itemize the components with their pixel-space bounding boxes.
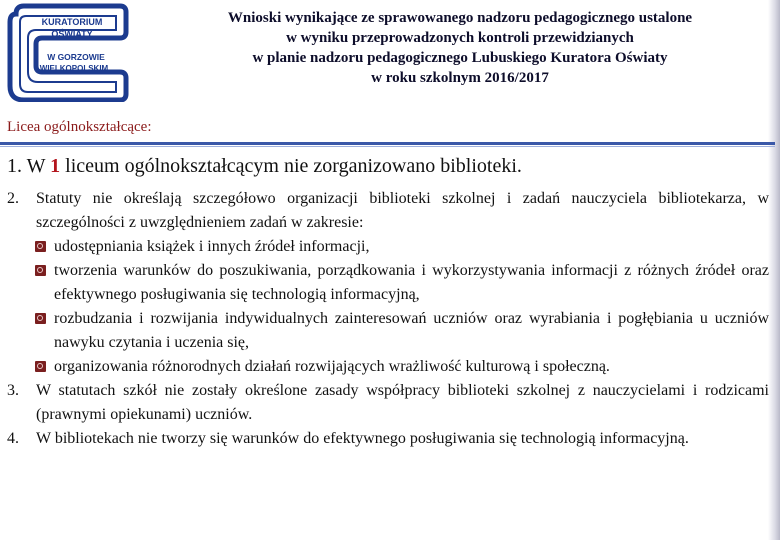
kuratorium-emblem-icon	[2, 2, 130, 102]
logo-line-2: OŚWIATY	[51, 29, 93, 39]
checkbox-bullet-icon	[35, 361, 46, 372]
title-line-2: w wyniku przeprowadzonych kontroli przewidzianych	[286, 30, 634, 46]
bullet-item	[7, 235, 769, 259]
title-line-4: w roku szkolnym 2016/2017	[371, 70, 549, 86]
findings-list	[7, 187, 769, 451]
bullet-item	[7, 355, 769, 379]
logo-line-1: KURATORIUM	[41, 17, 103, 27]
item-4-number: 4.	[7, 430, 19, 447]
item-3-number: 3.	[7, 382, 19, 399]
section-label: Licea ogólnokształcące:	[7, 119, 152, 135]
checkbox-bullet-icon	[35, 313, 46, 324]
bullet-item	[7, 259, 769, 307]
item-4-text: W bibliotekach nie tworzy się warunków do efektywnego posługiwania się technologią informacyjną.	[36, 430, 689, 447]
item-1-text: liceum ogólnokształcącym nie zorganizowano biblioteki.	[65, 155, 522, 177]
title-line-3: w planie nadzoru pedagogicznego Lubuskiego Kuratora Oświaty	[252, 50, 668, 66]
item-2-number: 2.	[7, 190, 19, 207]
item-1-prefix: W	[26, 155, 46, 177]
bullet-text: rozbudzania i rozwijania indywidualnych zainteresowań uczniów oraz wyrabiania i pogłębiania u uczniów nawyku czytania i uczenia się,	[54, 310, 769, 351]
item-2-text: Statuty nie określają szczegółowo organizacji biblioteki szkolnej i zadań nauczyciela bibliotekarza, w szczególności z uwzględnieniem zadań w zakresie:	[36, 190, 769, 231]
item-1-number: 1.	[7, 155, 22, 177]
bullet-item	[7, 307, 769, 355]
list-item-4	[7, 427, 769, 451]
bullet-text: organizowania różnorodnych działań rozwijających wrażliwość kulturową i społeczną.	[54, 358, 610, 375]
kuratorium-logo	[2, 2, 130, 102]
list-item-3	[7, 379, 769, 427]
title-line-1: Wnioski wynikające ze sprawowanego nadzoru pedagogicznego ustalone	[227, 10, 693, 26]
checkbox-bullet-icon	[35, 265, 46, 276]
checkbox-bullet-icon	[35, 241, 46, 252]
bullet-text: udostępniania książek i innych źródeł informacji,	[54, 238, 370, 255]
item-3-text: W statutach szkół nie zostały określone zasady współpracy biblioteki szkolnej z nauczycielami i rodzicami (prawnymi opiekunami) uczniów.	[36, 382, 769, 423]
section-divider	[0, 142, 775, 145]
item-1-highlight: 1	[50, 155, 61, 177]
logo-line-3: W GORZOWIE	[47, 52, 105, 62]
list-item-1	[7, 153, 522, 179]
list-item-2	[7, 187, 769, 235]
logo-line-4: WIELKOPOLSKIM	[39, 64, 109, 73]
page-title	[150, 8, 770, 88]
bullet-text: tworzenia warunków do poszukiwania, porządkowania i wykorzystywania informacji z różnych źródeł oraz efektywnego posługiwania się technologią informacyjną,	[54, 262, 769, 303]
section-divider-thin	[0, 146, 775, 147]
